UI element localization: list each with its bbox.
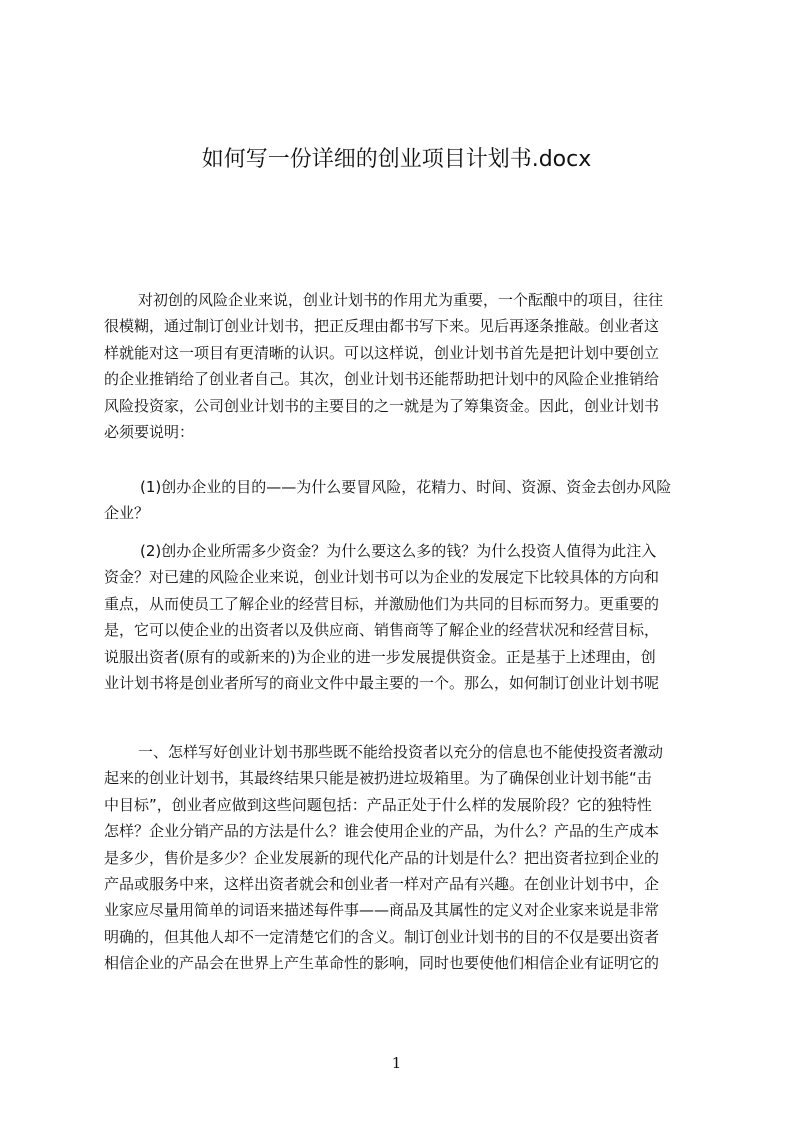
paragraph-line: 是多少，售价是多少？企业发展新的现代化产品的计划是什么？把出资者拉到企业的 [104,848,660,867]
paragraph-line: 很模糊，通过制订创业计划书，把正反理由都书写下来。见后再逐条推敲。创业者这 [104,317,660,336]
paragraph-3 [104,538,704,696]
paragraph-line: 必须要说明： [104,422,195,441]
paragraph-line: 对初创的风险企业来说，创业计划书的作用尤为重要，一个酝酿中的项目，往往 [138,291,664,309]
paragraph-line: 中目标”，创业者应做到这些问题包括：产品正处于什么样的发展阶段？它的独特性 [104,795,652,814]
paragraph-line: 说服出资者(原有的或新来的)为企业的进一步发展提供资金。正是基于上述理由，创 [104,647,656,666]
paragraph-line: 产品或服务中来，这样出资者就会和创业者一样对产品有兴趣。在创业计划书中，企 [104,874,660,893]
paragraph-line: 的企业推销给了创业者自己。其次，创业计划书还能帮助把计划中的风险企业推销给 [104,370,660,389]
paragraph-line: 资金？对已建的风险企业来说，创业计划书可以为企业的发展定下比较具体的方向和 [104,568,660,587]
paragraph-line: 重点，从而使员工了解企业的经营目标，并激励他们为共同的目标而努力。更重要的 [104,594,660,613]
page-title: 如何写一份详细的创业项目计划书.docx [201,147,592,172]
paragraph-line: (1)创办企业的目的——为什么要冒风险，花精力、时间、资源、资金去创办风险 [140,478,672,496]
paragraph-line: (2)创办企业所需多少资金？为什么要这么多的钱？为什么投资人值得为此注入 [140,542,657,560]
paragraph-line: 一、怎样写好创业计划书那些既不能给投资者以充分的信息也不能使投资者激动 [138,743,664,761]
paragraph-2 [104,474,704,527]
paragraph-line: 相信企业的产品会在世界上产生革命性的影响，同时也要使他们相信企业有证明它的 [104,954,660,973]
paragraph-4 [104,739,704,977]
paragraph-line: 样就能对这一项目有更清晰的认识。可以这样说，创业计划书首先是把计划中要创立 [104,343,660,362]
paragraph-line: 企业？ [104,504,150,523]
paragraph-line: 明确的，但其他人却不一定清楚它们的含义。制订创业计划书的目的不仅是要出资者 [104,927,660,946]
paragraph-line: 是，它可以使企业的出资者以及供应商、销售商等了解企业的经营状况和经营目标， [104,621,660,640]
paragraph-line: 风险投资家，公司创业计划书的主要目的之一就是为了筹集资金。因此，创业计划书 [104,396,660,415]
paragraph-line: 怎样？企业分销产品的方法是什么？谁会使用企业的产品，为什么？产品的生产成本 [104,822,660,841]
paragraph-line: 业家应尽量用简单的词语来描述每件事——商品及其属性的定义对企业家来说是非常 [104,901,660,920]
paragraph-line: 业计划书将是创业者所写的商业文件中最主要的一个。那么，如何制订创业计划书呢 [104,673,660,692]
page-number: 1 [391,1054,402,1072]
paragraph-line: 起来的创业计划书，其最终结果只能是被扔进垃圾箱里。为了确保创业计划书能“击 [104,769,652,788]
paragraph-1 [104,287,704,445]
